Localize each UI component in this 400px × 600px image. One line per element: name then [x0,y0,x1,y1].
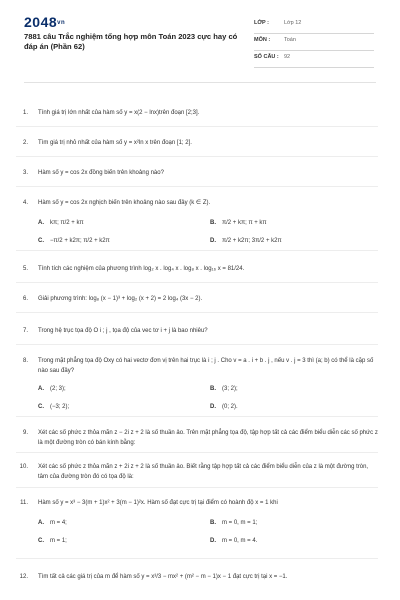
answer-option-a[interactable]: A. m = 4; [38,520,67,526]
question-divider [16,156,378,157]
question-number: 7. [22,328,28,334]
question-divider [16,312,378,313]
question-divider [16,487,378,488]
meta-value: 92 [284,54,291,60]
question-text: Tính tích các nghiệm của phương trình log₂ x . log₄ x . log₈ x . log₁₆ x = 81/24. [38,266,245,272]
meta-table [254,17,374,68]
header [0,0,400,70]
question-divider [16,250,378,251]
question-number: 9. [22,430,28,436]
answer-option-b[interactable]: B. π/2 + kπ; π + kπ [210,220,267,226]
answer-option-b[interactable]: B. m = 0, m = 1; [210,520,258,526]
question-text: Tìm tất cả các giá trị của m để hàm số y = x³/3 − mx² + (m² − m − 1)x − 1 đạt cực trị tại x = −1. [38,574,288,580]
answer-option-c[interactable]: C. −π/2 + k2π; π/2 + k2π [38,238,110,244]
site-logo[interactable]: $2048^{vn}$ [24,14,66,30]
question-number: 5. [22,266,28,272]
question-text: Hàm số y = cos 2x đồng biến trên khoảng nào? [38,170,164,176]
question-number: 8. [22,358,28,364]
header-divider [24,82,376,83]
question-text: Hàm số y = x³ − 3(m + 1)x² + 3(m − 1)²x. Hàm số đạt cực trị tại điểm có hoành độ x = 1 khi [38,500,278,506]
question-text: Tính giá trị lớn nhất của hàm số y = x(2 − lnx)trên đoạn [2;3]. [38,110,200,116]
question-number: 11. [20,500,28,506]
meta-value: Lớp 12 [284,20,302,26]
question-divider [16,126,378,127]
meta-key: MÔN : [254,37,271,43]
answer-option-d[interactable]: D. (0; 2). [210,404,238,410]
question-number: 10. [19,464,28,470]
answer-option-b[interactable]: B. (3; 2); [210,386,238,392]
answer-option-c[interactable]: C. (−3; 2); [38,404,70,410]
meta-key: LỚP : [254,20,269,26]
question-number: 6. [22,296,28,302]
meta-row-class [254,17,374,34]
question-divider [16,452,378,453]
answer-option-a[interactable]: A. (2; 3); [38,386,66,392]
question-divider [16,186,378,187]
question-number: 12. [19,574,28,580]
meta-row-count [254,51,374,68]
meta-key: SỐ CÂU : [254,54,279,60]
question-text: Giải phương trình: log₈ (x − 1)³ + log₂ (x + 2) = 2 log₄ (3x − 2). [38,296,203,302]
meta-value: Toán [284,37,296,43]
question-divider [16,282,378,283]
answer-option-d[interactable]: D. m = 0, m = 4. [210,538,258,544]
document-title: 7881 câu Trắc nghiệm tổng hợp môn Toán 2023 cực hay có đáp án (Phần 62) [24,32,238,51]
question-divider [16,558,378,559]
meta-row-subject [254,34,374,51]
question-text: Xét các số phức z thỏa mãn z + 2i z + 2 là số thuần ảo. Biết rằng tập hợp tất cả các điểm biểu diễn của z là một đường tròn, tâm của đường tròn đó có tọa độ là: [38,464,369,480]
answer-option-c[interactable]: C. m = 1; [38,538,67,544]
answer-option-d[interactable]: D. π/2 + k2π; 3π/2 + k2π [210,238,282,244]
question-divider [16,416,378,417]
question-text: Trong mặt phẳng tọa độ Oxy có hai vectơ đơn vị trên hai trục là i ; j . Cho v = a . i + b . j , nếu v . j = 3 thì (a; b) có thể là cặp số nào sau đây? [38,358,374,374]
question-text: Tìm giá trị nhỏ nhất của hàm số y = x²ln x trên đoạn [1; 2]. [38,140,192,146]
question-text: Xét các số phức z thỏa mãn z − 2i z + 2 là số thuần ảo. Trên mặt phẳng tọa độ, tập hợp tất cả các điểm biểu diễn các số phức z là một đường tròn có bán kính bằng: [38,430,378,446]
question-text: Hàm số y = cos 2x nghịch biến trên khoảng nào sau đây (k ∈ Z). [38,200,211,206]
question-number: 3. [22,170,28,176]
question-number: 4. [22,200,28,206]
question-text: Trong hệ trục tọa độ O i ; j , tọa độ của vec tơ i + j là bao nhiêu? [38,328,208,334]
question-divider [16,344,378,345]
question-number: 1. [22,110,28,116]
question-number: 2. [22,140,28,146]
answer-option-a[interactable]: A. kπ; π/2 + kπ [38,220,84,226]
